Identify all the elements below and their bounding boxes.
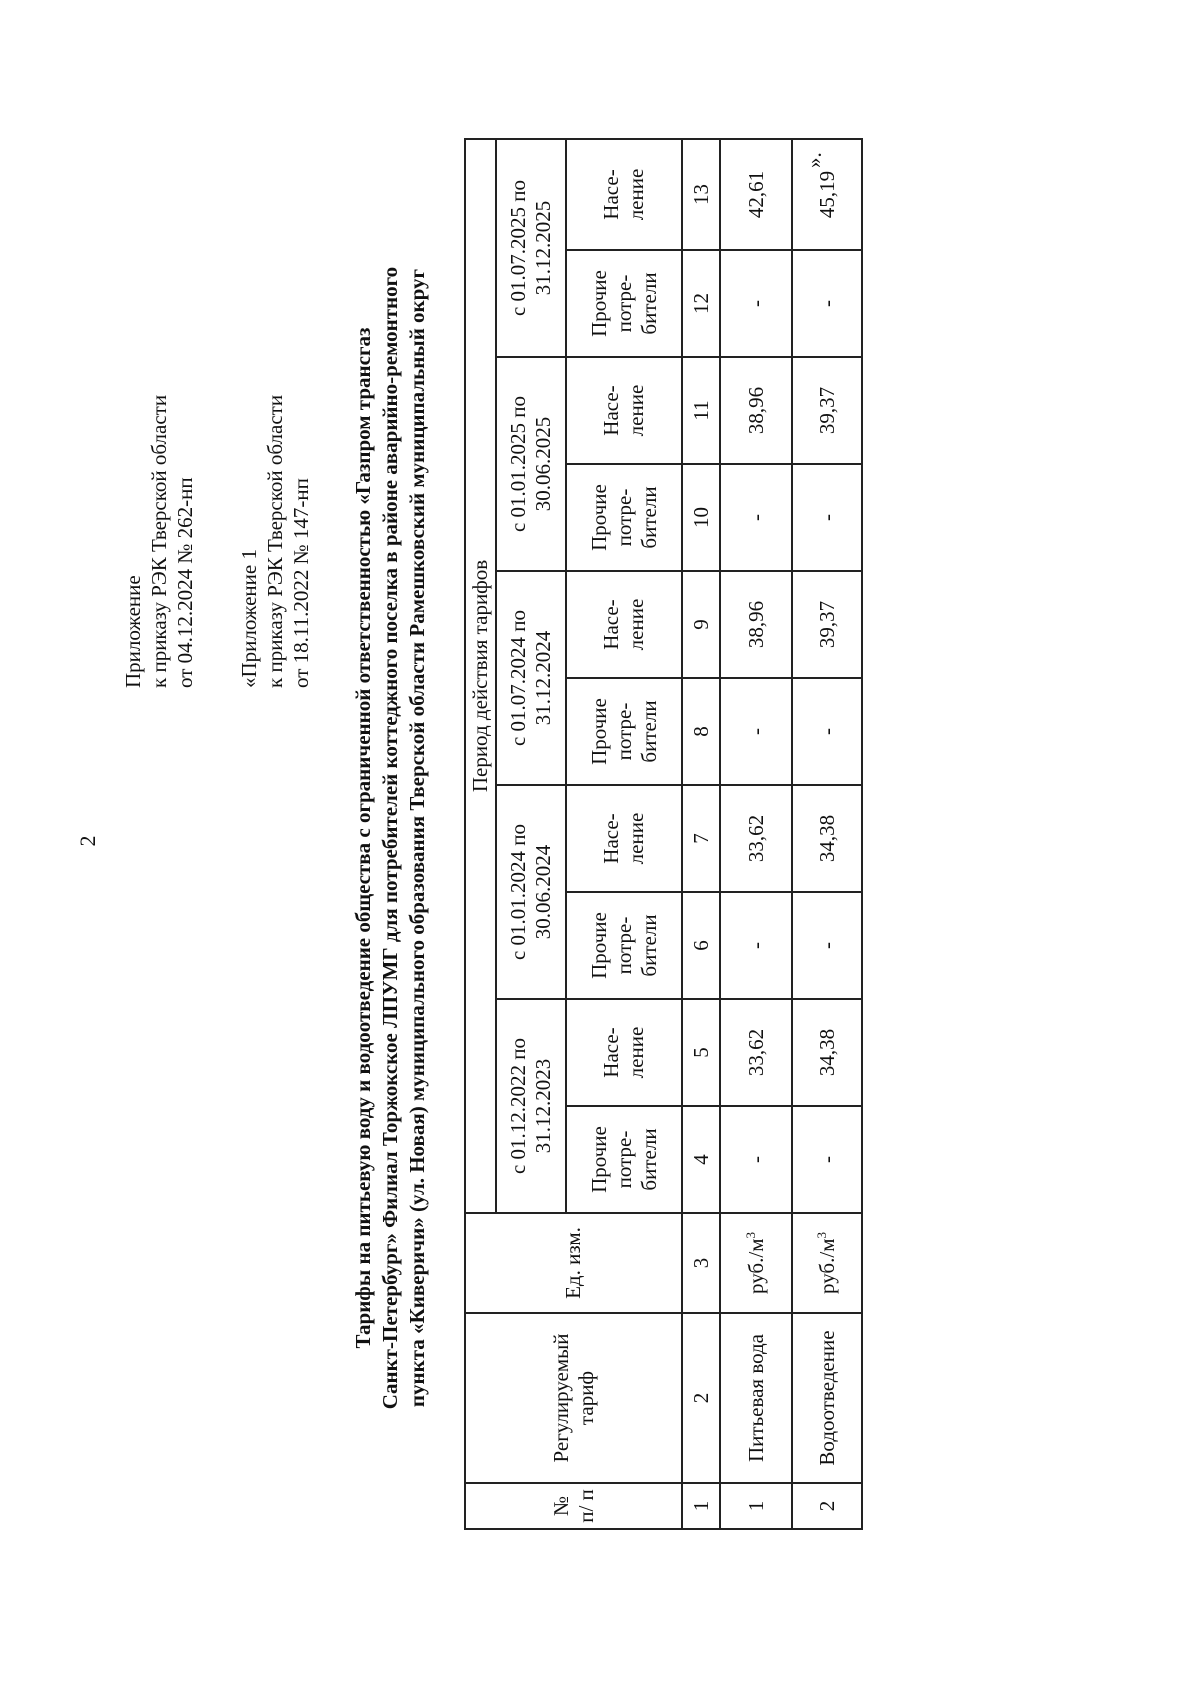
tariff-value: - (720, 250, 792, 357)
column-number: 3 (682, 1213, 720, 1313)
unit-text: руб./м (814, 1238, 839, 1295)
appendix-line: «Приложение 1 (237, 549, 261, 688)
appendix-reference (120, 248, 198, 688)
tariff-value: - (720, 464, 792, 571)
tariff-value: 39,37 (792, 357, 862, 464)
header-other-consumers: Прочие потре-бители (566, 250, 682, 357)
tariff-value: - (792, 678, 862, 785)
tariff-value: 38,96 (720, 357, 792, 464)
column-number: 13 (682, 139, 720, 250)
row-number: 2 (792, 1483, 862, 1529)
column-number-row (682, 139, 720, 1529)
tariff-value: 42,61 (720, 139, 792, 250)
title-line: пункта «Киверичи» (ул. Новая) муниципального образования Тверской области Рамешковский муниципальный округ (405, 268, 429, 1408)
column-number: 10 (682, 464, 720, 571)
tariff-value: - (720, 892, 792, 999)
tariff-value: - (720, 1106, 792, 1213)
tariff-value: 33,62 (720, 999, 792, 1106)
table-row (720, 139, 792, 1529)
header-period: Период действия тарифов (465, 139, 496, 1213)
column-number: 6 (682, 892, 720, 999)
header-period-range: с 01.07.2025 по 31.12.2025 (496, 139, 566, 357)
header-population: Насе-ление (566, 571, 682, 678)
row-number: 1 (720, 1483, 792, 1529)
header-other-consumers: Прочие потре-бители (566, 464, 682, 571)
appendix-line: Приложение (121, 575, 145, 688)
page-number: 2 (75, 835, 100, 847)
unit-superscript: 3 (813, 1232, 829, 1239)
tariff-value: - (792, 1106, 862, 1213)
header-unit: Ед. изм. (465, 1213, 682, 1313)
tariff-value: - (792, 892, 862, 999)
column-number: 11 (682, 357, 720, 464)
appendix-line: к приказу РЭК Тверской области (263, 394, 287, 688)
title-line: Тарифы на питьевую воду и водоотведение общества с ограниченной ответственностью «Газпром трансгаз (351, 327, 375, 1349)
tariff-table (464, 138, 863, 1530)
document-title (350, 158, 431, 1518)
header-other-consumers: Прочие потре-бители (566, 1106, 682, 1213)
tariff-value: 34,38 (792, 999, 862, 1106)
column-number: 2 (682, 1313, 720, 1483)
previous-appendix-reference (236, 248, 314, 688)
closing-quote: ». (802, 152, 826, 168)
column-number: 7 (682, 785, 720, 892)
title-line: Санкт-Петербург» Филиал Торжокское ЛПУМГ для потребителей коттеджного поселка в районе аварийно-ремонтного (378, 266, 402, 1410)
row-tariff: Питьевая вода (720, 1313, 792, 1483)
header-tariff: Регулируемый тариф (465, 1313, 682, 1483)
row-unit (792, 1213, 862, 1313)
tariff-value: - (792, 464, 862, 571)
header-population: Насе-ление (566, 999, 682, 1106)
rotated-sheet (120, 128, 940, 1548)
tariff-value: 34,38 (792, 785, 862, 892)
tariff-value: 38,96 (720, 571, 792, 678)
header-number: № п/ п (465, 1483, 682, 1529)
header-other-consumers: Прочие потре-бители (566, 892, 682, 999)
column-number: 12 (682, 250, 720, 357)
header-period-range: с 01.01.2025 по 30.06.2025 (496, 357, 566, 571)
tariff-value: 39,37 (792, 571, 862, 678)
header-other-consumers: Прочие потре-бители (566, 678, 682, 785)
column-number: 9 (682, 571, 720, 678)
appendix-line: от 18.11.2022 № 147-нп (289, 478, 313, 688)
column-number: 5 (682, 999, 720, 1106)
header-population: Насе-ление (566, 785, 682, 892)
column-number: 8 (682, 678, 720, 785)
tariff-value: - (792, 250, 862, 357)
header-population: Насе-ление (566, 357, 682, 464)
header-period-range: с 01.07.2024 по 31.12.2024 (496, 571, 566, 785)
row-unit (720, 1213, 792, 1313)
unit-text: руб./м (743, 1238, 768, 1295)
tariff-value: - (720, 678, 792, 785)
column-number: 4 (682, 1106, 720, 1213)
tariff-value: 45,19 (792, 139, 862, 250)
row-tariff: Водоотведение (792, 1313, 862, 1483)
appendix-line: к приказу РЭК Тверской области (147, 394, 171, 688)
column-number: 1 (682, 1483, 720, 1529)
unit-superscript: 3 (742, 1232, 758, 1239)
appendix-line: от 04.12.2024 № 262-нп (173, 477, 197, 688)
header-population: Насе-ление (566, 139, 682, 250)
header-period-range: с 01.01.2024 по 30.06.2024 (496, 785, 566, 999)
table-row (792, 139, 862, 1529)
tariff-value: 33,62 (720, 785, 792, 892)
header-period-range: с 01.12.2022 по 31.12.2023 (496, 999, 566, 1213)
